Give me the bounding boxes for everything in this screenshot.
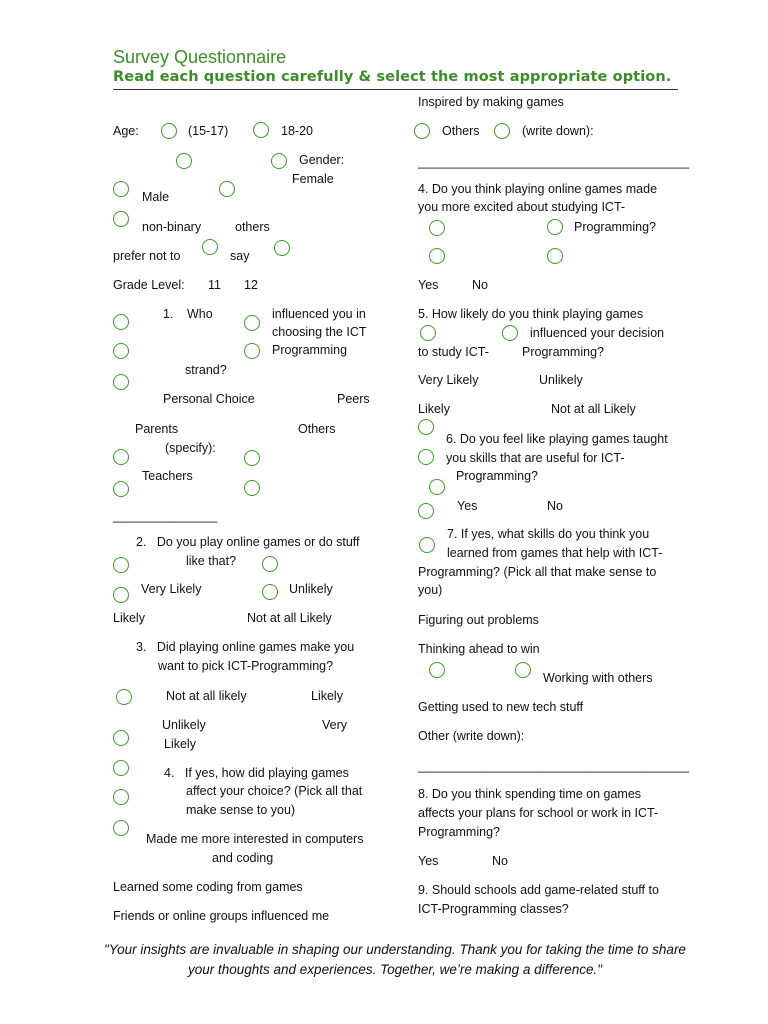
radio-q7-3[interactable] — [515, 662, 531, 678]
q4-option-learned: Learned some coding from games — [113, 880, 303, 894]
q4-text-2: affect your choice? (Pick all that — [186, 784, 363, 798]
q9-text-1: 9. Should schools add game-related stuff to — [418, 883, 659, 897]
writedown-label: (write down): — [522, 124, 594, 138]
radio-q4r-2[interactable] — [547, 219, 563, 235]
q7-option-other: Other (write down): — [418, 729, 525, 743]
q7-option-problems: Figuring out problems — [418, 613, 539, 627]
radio-q6-2[interactable] — [418, 449, 434, 465]
q4-option-interested-2: and coding — [212, 851, 274, 865]
q6-text-3: Programming? — [456, 469, 538, 483]
q5-text-4: Programming? — [522, 345, 604, 359]
radio-q3-1[interactable] — [116, 689, 132, 705]
radio-age-extra-2[interactable] — [271, 153, 287, 169]
q7-option-tech: Getting used to new tech stuff — [418, 700, 584, 714]
q7-text-2: learned from games that help with ICT- — [447, 546, 663, 560]
q4-text-1: 4. If yes, how did playing games — [164, 766, 349, 780]
gender-nonbinary-label: non-binary — [142, 220, 202, 234]
radio-others[interactable] — [414, 123, 430, 139]
instructions-subtitle: Read each question carefully & select the most appropriate option. — [113, 69, 672, 85]
q7-option-thinking: Thinking ahead to win — [418, 642, 540, 656]
q1-others: Others — [298, 422, 336, 436]
q5-not-at-all: Not at all Likely — [551, 402, 636, 416]
radio-q1-7[interactable] — [244, 450, 260, 466]
radio-age-15-17[interactable] — [161, 123, 177, 139]
radio-q4-2[interactable] — [113, 789, 129, 805]
q4r-programming: Programming? — [574, 220, 656, 234]
radio-q6-3[interactable] — [429, 479, 445, 495]
q1-text-strand: strand? — [185, 363, 227, 377]
gender-prefer-label: prefer not to — [113, 249, 181, 263]
radio-q2-2[interactable] — [262, 556, 278, 572]
grade-11: 11 — [208, 278, 221, 292]
q8-yes: Yes — [418, 854, 439, 868]
radio-age-18-20[interactable] — [253, 122, 269, 138]
q4r-no: No — [472, 278, 488, 292]
q7-text-1: 7. If yes, what skills do you think you — [447, 527, 650, 541]
radio-age-extra-1[interactable] — [176, 153, 192, 169]
radio-q1-8[interactable] — [113, 481, 129, 497]
header-divider — [113, 89, 678, 90]
q4-option-friends: Friends or online groups influenced me — [113, 909, 330, 923]
radio-gender-4[interactable] — [202, 239, 218, 255]
others-label: Others — [442, 124, 480, 138]
radio-q4-3[interactable] — [113, 820, 129, 836]
radio-q2-1[interactable] — [113, 557, 129, 573]
closing-quote: "Your insights are invaluable in shaping our understanding. Thank you for taking the time to share your thoughts and experiences. Together, we’re making a difference." — [104, 942, 686, 977]
radio-q1-4[interactable] — [244, 343, 260, 359]
radio-q1-2[interactable] — [244, 315, 260, 331]
gender-male-label: Male — [142, 190, 170, 204]
age-option-15-17: (15-17) — [188, 124, 229, 138]
q2-unlikely: Unlikely — [289, 582, 333, 596]
q1-text-who: Who — [187, 307, 213, 321]
grade-label: Grade Level: — [113, 278, 185, 292]
q1-personal-choice: Personal Choice — [163, 392, 255, 406]
q3-unlikely: Unlikely — [162, 718, 206, 732]
radio-q5-1[interactable] — [420, 325, 436, 341]
radio-q4r-1[interactable] — [429, 220, 445, 236]
q1-text-influenced: influenced you in choosing the ICT Programming — [272, 307, 367, 357]
q8-text-1: 8. Do you think spending time on games — [418, 787, 642, 801]
q8-text-2: affects your plans for school or work in ICT- — [418, 806, 659, 820]
radio-q1-9[interactable] — [244, 480, 260, 496]
q5-text-2: influenced your decision — [530, 326, 665, 340]
q6-text-1: 6. Do you feel like playing games taught — [446, 432, 668, 446]
radio-q1-1[interactable] — [113, 314, 129, 330]
radio-q3-2[interactable] — [113, 730, 129, 746]
q8-text-3: Programming? — [418, 825, 500, 839]
radio-q6-4[interactable] — [418, 503, 434, 519]
radio-q7-1[interactable] — [419, 537, 435, 553]
radio-q4r-3[interactable] — [429, 248, 445, 264]
write-in-line-1[interactable]: _______________________________________ — [418, 155, 690, 169]
radio-q4r-4[interactable] — [547, 248, 563, 264]
q5-text-3: to study ICT- — [418, 345, 489, 359]
q6-text-2: you skills that are useful for ICT- — [446, 451, 625, 465]
q2-very-likely: Very Likely — [141, 582, 202, 596]
q6-yes: Yes — [457, 499, 478, 513]
q1-peers: Peers — [337, 392, 370, 406]
radio-gender-1[interactable] — [113, 181, 129, 197]
q5-text-1: 5. How likely do you think playing games — [418, 307, 644, 321]
gender-female-label: Female — [292, 172, 334, 186]
age-option-18-20: 18-20 — [281, 124, 313, 138]
q2-text-2: like that? — [186, 554, 237, 568]
page-title: Survey Questionnaire — [113, 47, 287, 67]
inspired-option: Inspired by making games — [418, 95, 564, 109]
radio-writedown[interactable] — [494, 123, 510, 139]
radio-q7-2[interactable] — [429, 662, 445, 678]
q2-not-at-all: Not at all Likely — [247, 611, 332, 625]
age-label: Age: — [113, 124, 139, 138]
q8-no: No — [492, 854, 508, 868]
radio-gender-2[interactable] — [219, 181, 235, 197]
radio-q1-5[interactable] — [113, 374, 129, 390]
q4-option-interested: Made me more interested in computers — [146, 832, 364, 846]
q7-text-3: Programming? (Pick all that make sense to — [418, 565, 657, 579]
radio-gender-3[interactable] — [113, 211, 129, 227]
grade-12: 12 — [244, 278, 258, 292]
q3-text-2: want to pick ICT-Programming? — [158, 659, 334, 673]
q3-likely-2: Likely — [164, 737, 196, 751]
q1-number: 1. — [163, 307, 174, 321]
q3-very: Very — [322, 718, 348, 732]
q3-text-1: 3. Did playing online games make you — [136, 640, 355, 654]
q7-text-4: you) — [418, 583, 443, 597]
q3-likely: Likely — [311, 689, 343, 703]
radio-q1-6[interactable] — [113, 449, 129, 465]
gender-label: Gender: — [299, 153, 345, 167]
q2-text: 2. Do you play online games or do stuff — [136, 535, 360, 549]
q4-text-3: make sense to you) — [186, 803, 296, 817]
q5-very-likely: Very Likely — [418, 373, 479, 387]
radio-gender-5[interactable] — [274, 240, 290, 256]
q9-text-2: ICT-Programming classes? — [418, 902, 569, 916]
radio-q5-2[interactable] — [502, 325, 518, 341]
q4r-text: 4. Do you think playing online games made you more excited about studying ICT- — [418, 182, 658, 214]
gender-prefer-say-label: say — [230, 249, 250, 263]
q1-blank-line[interactable]: _______________ — [113, 509, 218, 523]
q5-unlikely: Unlikely — [539, 373, 583, 387]
write-in-line-2[interactable]: _______________________________________ — [418, 759, 690, 773]
q6-no: No — [547, 499, 563, 513]
gender-others-label: others — [235, 220, 270, 234]
radio-q4-1[interactable] — [113, 760, 129, 776]
q1-teachers: Teachers — [142, 469, 193, 483]
q2-likely: Likely — [113, 611, 145, 625]
radio-q2-4[interactable] — [262, 584, 278, 600]
q4r-yes: Yes — [418, 278, 439, 292]
radio-q2-3[interactable] — [113, 587, 129, 603]
radio-q6-1[interactable] — [418, 419, 434, 435]
q7-option-working: Working with others — [543, 671, 653, 685]
q3-not-at-all: Not at all likely — [166, 689, 247, 703]
q1-specify: (specify): — [165, 441, 216, 455]
q1-parents: Parents — [135, 422, 179, 436]
radio-q1-3[interactable] — [113, 343, 129, 359]
q5-likely: Likely — [418, 402, 450, 416]
